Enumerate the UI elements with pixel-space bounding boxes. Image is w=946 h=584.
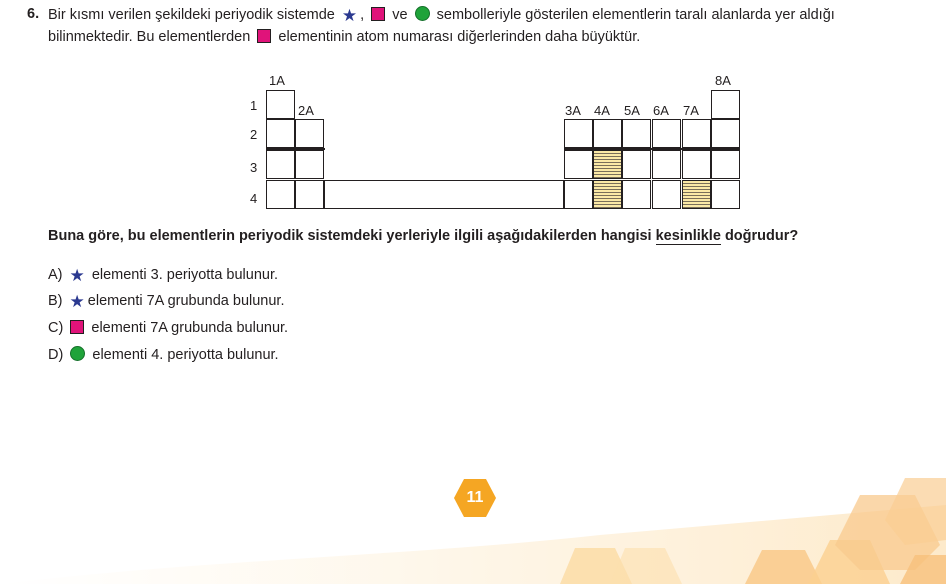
stem-underlined: kesinlikle bbox=[655, 228, 721, 244]
question-text-1a: Bir kısmı verilen şekildeki periyodik sistemde bbox=[48, 7, 335, 23]
option-letter: A) bbox=[48, 267, 63, 283]
period-label-4: 4 bbox=[250, 191, 258, 206]
question-text-2b: elementinin atom numarası diğerlerinden daha büyüktür. bbox=[278, 29, 641, 45]
comma: , bbox=[360, 7, 365, 23]
option-text: elementi 7A grubunda bulunur. bbox=[87, 293, 285, 309]
question-text-1b: sembolleriyle gösterilen elementlerin taralı alanlarda yer aldığı bbox=[436, 7, 835, 23]
period-label-3: 3 bbox=[250, 160, 258, 175]
option-letter: C) bbox=[48, 320, 64, 336]
stem-text-before: Buna göre, bu elementlerin periyodik sistemdeki yerleriyle ilgili aşağıdakilerden hangisi bbox=[48, 228, 652, 244]
option-letter: B) bbox=[48, 293, 63, 309]
group-label-7a: 7A bbox=[683, 103, 699, 118]
stem-text-after: doğrudur? bbox=[724, 228, 799, 244]
star-icon: ★ bbox=[69, 266, 85, 285]
star-icon: ★ bbox=[69, 292, 85, 311]
group-label-8a: 8A bbox=[715, 73, 731, 88]
question-number: 6. bbox=[27, 6, 40, 22]
group-label-6a: 6A bbox=[653, 103, 669, 118]
star-icon: ★ bbox=[341, 6, 358, 25]
option-text: elementi 7A grubunda bulunur. bbox=[91, 320, 289, 336]
page-number: 11 bbox=[466, 489, 484, 506]
group-label-5a: 5A bbox=[624, 103, 640, 118]
option-text: elementi 3. periyotta bulunur. bbox=[91, 267, 279, 283]
group-label-4a: 4A bbox=[594, 103, 610, 118]
period-label-1: 1 bbox=[250, 98, 258, 113]
period-label-2: 2 bbox=[250, 127, 258, 142]
group-label-2a: 2A bbox=[298, 103, 314, 118]
option-text: elementi 4. periyotta bulunur. bbox=[92, 347, 279, 363]
option-letter: D) bbox=[48, 347, 64, 363]
group-label-1a: 1A bbox=[269, 73, 285, 88]
question-text-ve: ve bbox=[392, 7, 408, 23]
group-label-3a: 3A bbox=[565, 103, 581, 118]
question-text-2a: bilinmektedir. Bu elementlerden bbox=[48, 29, 251, 45]
page-number-badge bbox=[453, 478, 497, 518]
